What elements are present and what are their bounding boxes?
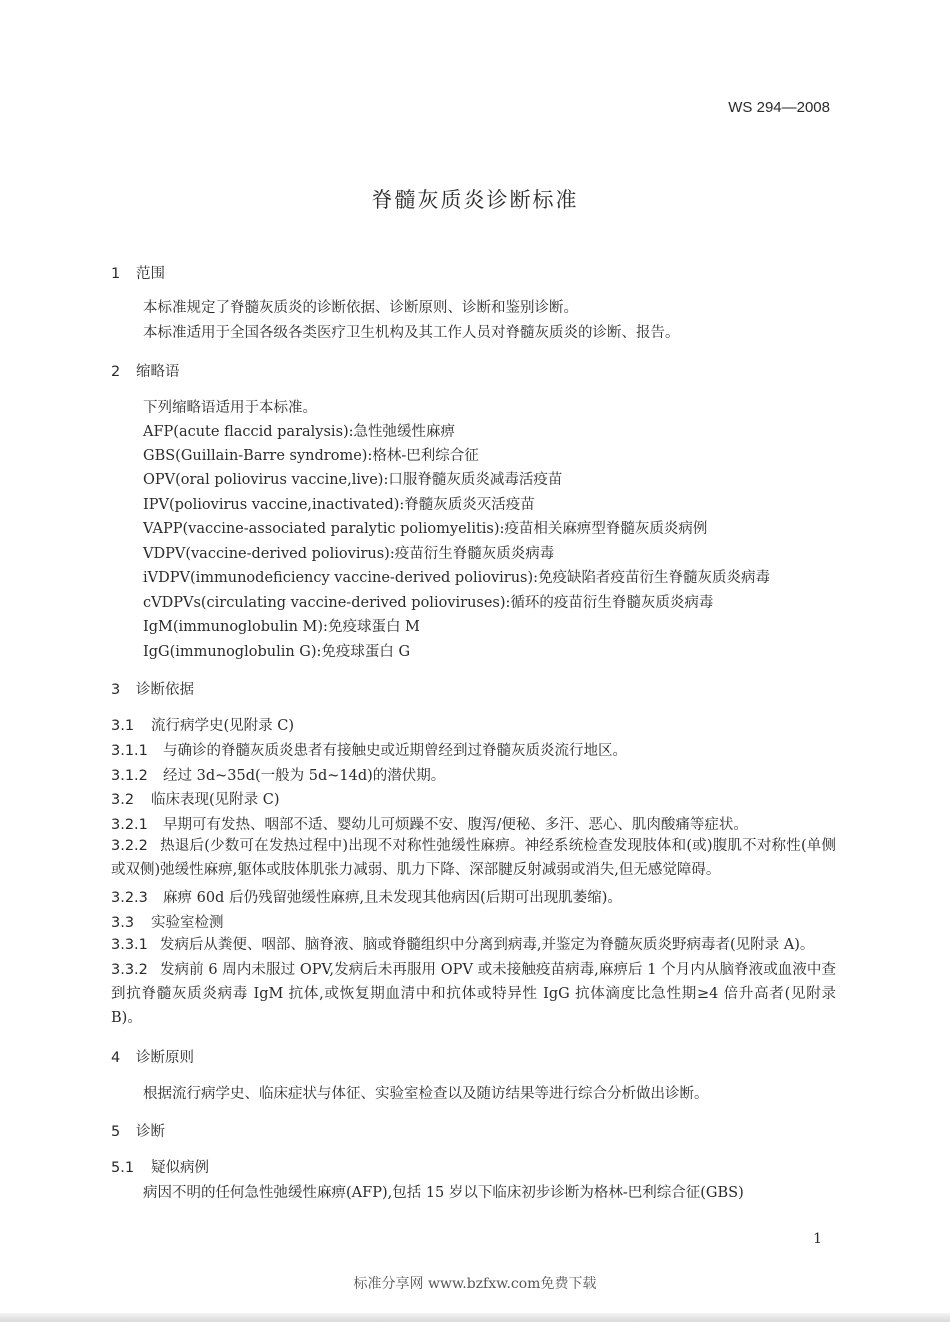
clause-title: 临床表现(见附录 C) [151,792,280,808]
subsection-heading-5-1 [111,1156,209,1177]
clause-title: 流行病学史(见附录 C) [151,718,295,734]
page-number: 1 [813,1231,822,1247]
section-number: 1 [111,266,121,282]
abbreviation-item: OPV(oral poliovirus vaccine,live):口服脊髓灰质炎减毒活疫苗 [143,472,563,488]
clause-3-2-2 [111,834,836,882]
clause-number: 3.3 [111,915,135,931]
abbreviation-item: VAPP(vaccine-associated paralytic poliomyelitis):疫苗相关麻痹型脊髓灰质炎病例 [143,521,708,537]
clause-3-3-1 [111,933,836,957]
clause-title: 疑似病例 [151,1160,209,1176]
clause-number: 3.1.1 [111,743,148,759]
clause-text: 与确诊的脊髓灰质炎患者有接触史或近期曾经到过脊髓灰质炎流行地区。 [163,743,627,759]
clause-text: 发病前 6 周内未服过 OPV,发病后未再服用 OPV 或未接触疫苗病毒,麻痹后 1 个月内从脑脊液或血液中查到抗脊髓灰质炎病毒 IgM 抗体,或恢复期血清中和抗体或特异性 IgG 抗体滴度比急性期≥4 倍升高者(见附录 B)。 [111,962,836,1026]
abbreviation-item: IPV(poliovirus vaccine,inactivated):脊髓灰质炎灭活疫苗 [143,497,535,513]
scan-edge [0,1313,950,1322]
section-number: 5 [111,1124,121,1140]
abbreviation-item: VDPV(vaccine-derived poliovirus):疫苗衍生脊髓灰质炎病毒 [143,546,555,562]
clause-number: 3.2 [111,792,135,808]
clause-3-1-2 [111,764,445,785]
abbreviation-item: iVDPV(immunodeficiency vaccine-derived poliovirus):免疫缺陷者疫苗衍生脊髓灰质炎病毒 [143,570,771,586]
clause-text: 发病后从粪便、咽部、脑脊液、脑或脊髓组织中分离到病毒,并鉴定为脊髓灰质炎野病毒者(见附录 A)。 [159,937,815,953]
paragraph: 病因不明的任何急性弛缓性麻痹(AFP),包括 15 岁以下临床初步诊断为格林-巴利综合征(GBS) [143,1185,744,1201]
abbreviation-item: IgG(immunoglobulin G):免疫球蛋白 G [143,644,411,660]
section-number: 2 [111,364,121,380]
clause-text: 麻痹 60d 后仍残留弛缓性麻痹,且未发现其他病因(后期可出现肌萎缩)。 [163,890,622,906]
footer-watermark: 标准分享网 www.bzfxw.com免费下载 [353,1276,597,1292]
section-title: 诊断原则 [136,1050,194,1066]
clause-number: 3.1 [111,718,135,734]
section-title: 范围 [136,266,165,282]
section-heading-5 [111,1120,165,1141]
section-title: 诊断 [136,1124,165,1140]
section-number: 4 [111,1050,121,1066]
clause-number: 3.3.2 [111,962,148,978]
clause-text: 热退后(少数可在发热过程中)出现不对称性弛缓性麻痹。神经系统检查发现肢体和(或)腹肌不对称性(单侧或双侧)弛缓性麻痹,躯体或肢体肌张力减弱、肌力下降、深部腱反射减弱或消失,但无感觉障碍。 [111,838,836,878]
clause-number: 3.1.2 [111,768,148,784]
paragraph: 本标准规定了脊髓灰质炎的诊断依据、诊断原则、诊断和鉴别诊断。 [143,300,578,316]
abbreviation-item: IgM(immunoglobulin M):免疫球蛋白 M [143,619,420,635]
abbreviation-item: cVDPVs(circulating vaccine-derived polioviruses):循环的疫苗衍生脊髓灰质炎病毒 [143,595,714,611]
clause-title: 实验室检测 [151,915,224,931]
clause-3-2-1 [111,813,748,834]
paragraph: 本标准适用于全国各级各类医疗卫生机构及其工作人员对脊髓灰质炎的诊断、报告。 [143,325,680,341]
subsection-heading-3-2 [111,788,280,809]
clause-number: 5.1 [111,1160,135,1176]
clause-number: 3.2.1 [111,817,148,833]
abbreviation-item: AFP(acute flaccid paralysis):急性弛缓性麻痹 [143,424,456,440]
section-heading-3 [111,678,194,699]
section-heading-2 [111,360,180,381]
section-heading-4 [111,1046,194,1067]
section-heading-1 [111,262,165,283]
clause-3-3-2 [111,958,836,1030]
document-title: 脊髓灰质炎诊断标准 [371,188,579,212]
clause-3-2-3 [111,886,622,907]
abbreviations-intro: 下列缩略语适用于本标准。 [143,400,317,416]
clause-number: 3.2.2 [111,838,148,854]
clause-3-1-1 [111,739,627,760]
paragraph: 根据流行病学史、临床症状与体征、实验室检查以及随访结果等进行综合分析做出诊断。 [143,1086,709,1102]
subsection-heading-3-1 [111,714,294,735]
abbreviation-item: GBS(Guillain-Barre syndrome):格林-巴利综合征 [143,448,479,464]
clause-text: 早期可有发热、咽部不适、婴幼儿可烦躁不安、腹泻/便秘、多汗、恶心、肌肉酸痛等症状。 [163,817,748,833]
clause-number: 3.2.3 [111,890,148,906]
section-number: 3 [111,682,121,698]
standard-code: WS 294—2008 [728,99,830,116]
section-title: 诊断依据 [136,682,194,698]
subsection-heading-3-3 [111,911,224,932]
clause-number: 3.3.1 [111,937,148,953]
section-title: 缩略语 [136,364,180,380]
clause-text: 经过 3d~35d(一般为 5d~14d)的潜伏期。 [163,768,446,784]
